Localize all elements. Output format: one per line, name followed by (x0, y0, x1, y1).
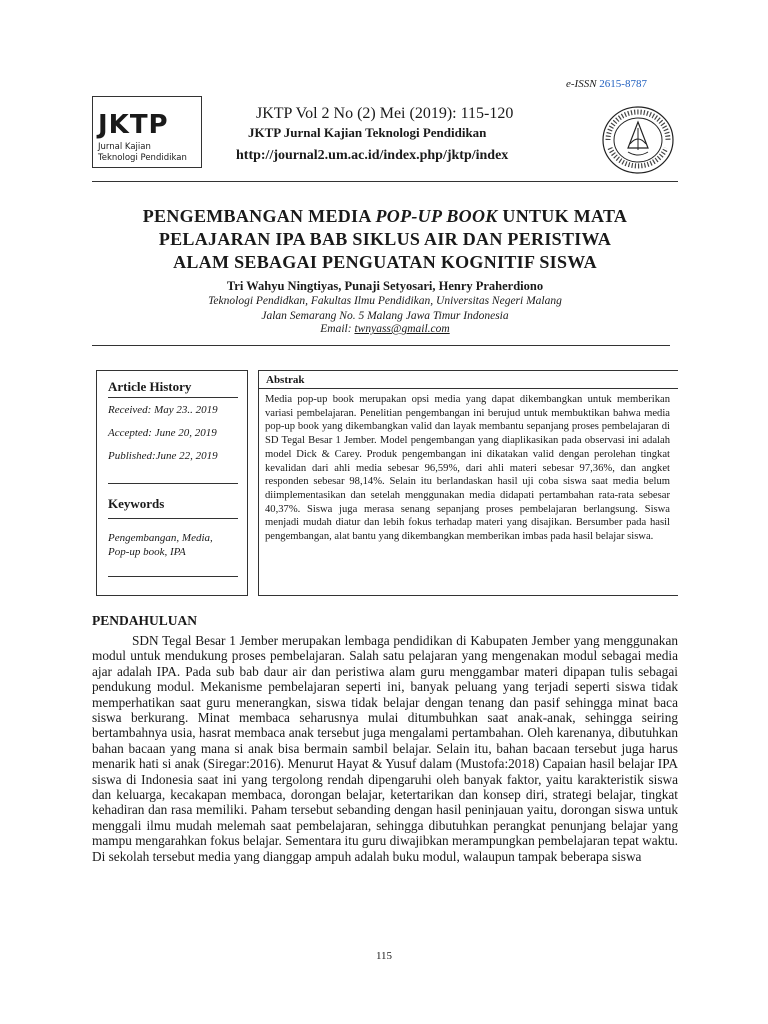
published-date: Published:June 22, 2019 (108, 450, 218, 462)
article-title-line-1: PENGEMBANGAN MEDIA POP-UP BOOK UNTUK MATA (142, 206, 628, 226)
logo-subtitle-2: Teknologi Pendidikan (98, 153, 187, 163)
intro-body (92, 633, 678, 864)
logo-subtitle-1: Jurnal Kajian (98, 142, 151, 152)
abstract-text: Media pop-up book merupakan opsi media yang dapat dikembangkan untuk memberikan variasi pembelajaran. Penelitian pengembangan ini berujud untuk membuktikan bahwa media pop-up book yang dikembangkan valid dan layak membantu sepanjang proses pembelajaran di SD Tegal Besar 1 Jember. Model pengembangan yang diaplikasikan pada observasi ini adalah model Dick & Carey. Produk pengembangan ini dikatakan valid dengan perolehan tingkat kevalidan dari ahli media sebesar 96,59%, dari ahli materi sebesar 97,36%, dan angket responden sebesar 98,14%. Selain itu berlandaskan hasil uji coba siswa saat media belum diimplementasikan dan setelah menggunakan media didapati pertambahan rata-rata sebesar 40,37%. Siswa juga merasa senang sepanjang proses pembelajaran berlangsung. Siswa menjadi mudah diatur dan lebih fokus terhadap materi yang disajikan. Bersumber pada hasil pengembangan, alat bantu yang dikembangkan memberikan imbas pada hasil belajar siswa. (265, 394, 670, 543)
keywords-line-2: Pop-up book, IPA (108, 546, 186, 558)
author-email: Email: twnyass@gmail.com (320, 323, 450, 335)
title-divider (92, 345, 670, 346)
email-link[interactable]: twnyass@gmail.com (354, 323, 450, 335)
received-date: Received: May 23.. 2019 (108, 404, 218, 416)
history-divider (108, 483, 238, 484)
authors: Tri Wahyu Ningtiyas, Punaji Setyosari, Henry Praherdiono (226, 279, 544, 293)
eissn (566, 78, 647, 90)
header-divider (92, 181, 678, 182)
keywords-line-1: Pengembangan, Media, (108, 532, 213, 544)
accepted-date: Accepted: June 20, 2019 (108, 427, 217, 439)
section-heading: PENDAHULUAN (92, 613, 198, 628)
eissn-number: 2615-8787 (599, 78, 647, 90)
article-title-line-2: PELAJARAN IPA BAB SIKLUS AIR DAN PERISTIWA (158, 229, 612, 249)
journal-url[interactable]: http://journal2.um.ac.id/index.php/jktp/index (236, 148, 509, 163)
page-number: 115 (375, 950, 393, 962)
university-seal-icon (600, 104, 676, 176)
intro-paragraph: SDN Tegal Besar 1 Jember merupakan lembaga pendidikan di Kabupaten Jember yang menggunakan modul untuk mendukung proses pembelajaran. Salah satu pelajaran yang mengenakan modul sebagai media ajar adalah IPA. Pada sub bab daur air dan peristiwa alam guru menggambar materi dipapan tulis sebagai pendukung modul. Mekanisme pembelajaran seperti ini, banyak peluang yang terjadi seperti siswa tidak memperhatikan saat guru menerangkan, siswa tidak belajar dengan tenang dan pasif sehingga minat baca siswa berkurang. Minat membaca seharusnya mulai ditumbuhkan saat anak-anak, sehingga seiring bertambahnya usia, hasrat membaca anak tersebut juga mengalami pertambahan. Oleh karenanya, dibutuhkan bahan bacaan yang mana si anak bisa bermain sambil belajar. Selain itu, bahan bacaan tersebut juga harus menarik hati si anak (Siregar:2016). Menurut Hayat & Yusuf dalam (Mustofa:2018) Capaian hasil belajar IPA siswa di Indonesia saat ini yang tergolong rendah dipengaruhi oleh banyak faktor, yaitu karakteristik siswa dan keluarga, kecakapan membaca, dorongan belajar, ketertarikan dan konsep diri, strategi belajar, tingkat kehadiran dan rasa memiliki. Paham tersebut sebanding dengan hasil peninjauan yaitu, dorongan siswa untuk menggali ilmu mudah melemah saat pembelajaran, sehingga dibutuhkan perangkat penunjang belajar yang mampu mengarahkan fokus belajar. Sementara itu guru diwajibkan merampungkan pembelajaran tepat waktu. Di sekolah tersebut media yang dianggap ampuh adalah buku modul, walaupun tampak beberapa siswa (92, 633, 678, 864)
abstract-divider (258, 388, 678, 389)
keywords-divider (108, 518, 238, 519)
keywords-divider (108, 576, 238, 577)
logo-title: JKTP (98, 110, 169, 140)
journal-volume: JKTP Vol 2 No (2) Mei (2019): 115-120 (256, 105, 514, 122)
article-title-line-3: ALAM SEBAGAI PENGUATAN KOGNITIF SISWA (173, 252, 597, 272)
abstract-title: Abstrak (266, 374, 305, 386)
journal-name: JKTP Jurnal Kajian Teknologi Pendidikan (248, 125, 487, 140)
affiliation-1: Teknologi Pendidkan, Fakultas Ilmu Pendidikan, Universitas Negeri Malang (208, 295, 562, 307)
eissn-label: e-ISSN (566, 78, 597, 90)
affiliation-2: Jalan Semarang No. 5 Malang Jawa Timur Indonesia (261, 310, 509, 322)
history-divider (108, 397, 238, 398)
keywords-title: Keywords (108, 496, 165, 511)
article-history-title: Article History (108, 379, 192, 394)
